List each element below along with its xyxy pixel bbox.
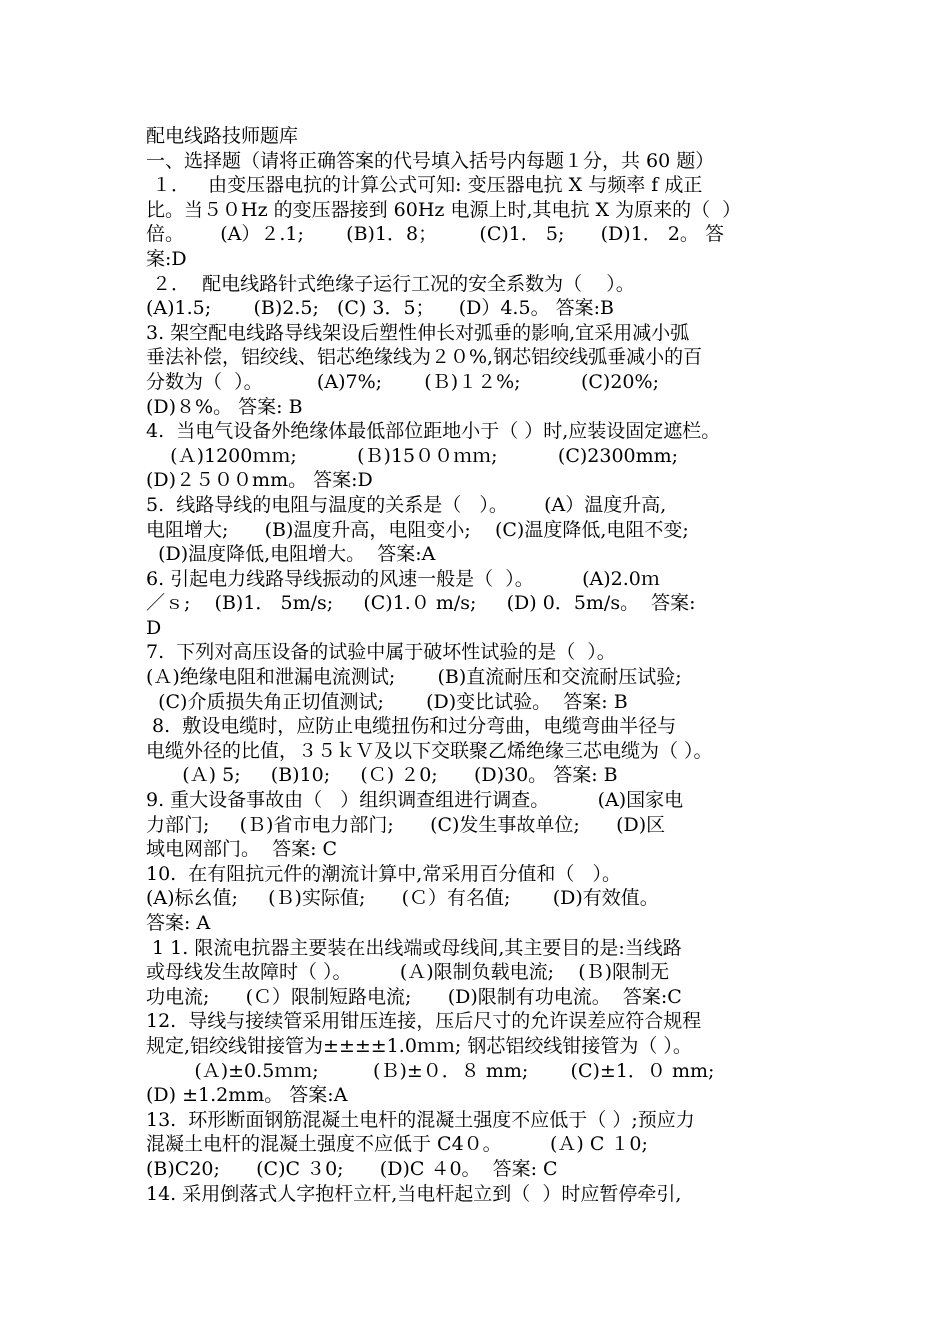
- question-text-line: 答案: A: [146, 912, 211, 934]
- question-item: [146, 1182, 814, 1207]
- question-text-line: 垂法补偿，铝绞线、铝芯绝缘线为２０%,钢芯铝绞线弧垂减小的百: [146, 346, 703, 369]
- question-item: [146, 272, 814, 321]
- question-item: [146, 788, 814, 862]
- question-text-line: 倍。 (A）２.1; (B)1．8； (C)1． 5; (D)1． 2。 答: [146, 223, 724, 246]
- question-text-line: (Ａ) 5; (B)10; (Ｃ) ２0; (D)30。 答案: B: [146, 764, 618, 787]
- question-text-line: 域电网部门。 答案: C: [146, 838, 338, 861]
- question-text-line: 或母线发生故障时（ ）。 (Ａ)限制负载电流; (Ｂ)限制无: [146, 961, 670, 984]
- question-item: [146, 936, 814, 1010]
- question-item: [146, 640, 814, 714]
- question-text-line: 8. 敷设电缆时，应防止电缆扭伤和过分弯曲，电缆弯曲半径与: [146, 715, 677, 738]
- question-text-line: (D)８%。 答案: B: [146, 395, 303, 418]
- question-text-line: (D) ±1.2mm。 答案:A: [146, 1084, 348, 1107]
- question-text-line: 电缆外径的比值，３５ｋＶ及以下交联聚乙烯绝缘三芯电缆为（ ）。: [146, 739, 713, 762]
- document-body: [146, 124, 814, 1206]
- question-text-line: ／ｓ; (B)1． 5m/s; (C)1.０ m/s; (D) 0．5m/s。 答案:: [146, 592, 696, 615]
- question-text-line: 9. 重大设备事故由（ ）组织调查组进行调查。 (A)国家电: [146, 789, 684, 812]
- question-text-line: 分数为（ ）。 (A)7%; (Ｂ)１２%; (C)20%;: [146, 370, 659, 393]
- question-item: [146, 321, 814, 419]
- question-text-line: (A)标幺值; (Ｂ)实际值; (Ｃ）有名值; (D)有效值。: [146, 887, 659, 910]
- question-text-line: 7. 下列对高压设备的试验中属于破坏性试验的是（ ）。: [146, 641, 616, 664]
- question-text-line: 6. 引起电力线路导线振动的风速一般是（ ）。 (A)2.0ｍ: [146, 567, 660, 590]
- question-text-line: (A)1.5; (B)2.5; (C) 3．5； (D）4.5。 答案:B: [146, 297, 614, 320]
- question-text-line: 5. 线路导线的电阻与温度的关系是（ ）。 (A）温度升高,: [146, 493, 667, 516]
- question-text-line: (Ａ)绝缘电阻和泄漏电流测试; (B)直流耐压和交流耐压试验;: [146, 666, 682, 689]
- question-item: [146, 173, 814, 271]
- question-text-line: 14. 采用倒落式人字抱杆立杆,当电杆起立到（ ）时应暂停牵引,: [146, 1182, 682, 1205]
- question-item: [146, 714, 814, 788]
- question-text-line: 力部门; (Ｂ)省市电力部门; (C)发生事故单位; (D)区: [146, 813, 666, 836]
- question-text-line: 4. 当电气设备外绝缘体最低部位距地小于（ ）时,应装设固定遮栏。: [146, 420, 721, 443]
- question-item: [146, 493, 814, 567]
- question-list: [146, 173, 814, 1206]
- document-title: 配电线路技师题库: [146, 125, 299, 147]
- question-text-line: (C)介质损失角正切值测试; (D)变比试验。 答案: B: [146, 690, 628, 713]
- question-item: [146, 1108, 814, 1182]
- question-text-line: 混凝土电杆的混凝土强度不应低于 C4０。 (Ａ) C １0;: [146, 1133, 648, 1156]
- question-text-line: 电阻增大; (B)温度升高，电阻变小; (C)温度降低,电阻不变;: [146, 518, 689, 541]
- question-text-line: 3. 架空配电线路导线架设后塑性伸长对弧垂的影响,宜采用减小弧: [146, 321, 690, 344]
- question-text-line: 10. 在有阻抗元件的潮流计算中,常采用百分值和（ ）。: [146, 862, 621, 885]
- question-text-line: (D)温度降低,电阻增大。 答案:A: [146, 543, 436, 566]
- question-text-line: (D)２５００mm。 答案:D: [146, 469, 373, 492]
- question-text-line: D: [146, 616, 162, 639]
- question-item: [146, 419, 814, 493]
- question-text-line: (B)C20; (C)C ３0; (D)C ４0。 答案: C: [146, 1157, 558, 1180]
- question-text-line: 13. 环形断面钢筋混凝土电杆的混凝土强度不应低于（ ）;预应力: [146, 1108, 695, 1131]
- question-text-line: 案:D: [146, 247, 187, 270]
- question-text-line: １． 由变压器电抗的计算公式可知: 变压器电抗 X 与频率 f 成正: [146, 174, 703, 197]
- question-text-line: (Ａ)±0.5ｍｍ; (Ｂ)±０．８ mm; (C)±1．０ mm;: [146, 1059, 715, 1082]
- question-item: [146, 1009, 814, 1107]
- question-item: [146, 567, 814, 641]
- question-text-line: 1 1. 限流电抗器主要装在出线端或母线间,其主要目的是:当线路: [146, 936, 682, 959]
- question-text-line: 功电流; (Ｃ）限制短路电流; (D)限制有功电流。 答案:C: [146, 985, 682, 1008]
- question-text-line: 12. 导线与接续管采用钳压连接，压后尺寸的允许误差应符合规程: [146, 1010, 702, 1033]
- question-text-line: 比。当５０Hz 的变压器接到 60Hz 电源上时,其电抗 X 为原来的（ ）: [146, 198, 742, 221]
- question-text-line: 规定,铝绞线钳接管为±±±±1.0ｍｍ; 钢芯铝绞线钳接管为（ ）。: [146, 1034, 692, 1057]
- question-text-line: ２． 配电线路针式绝缘子运行工况的安全系数为（ ）。: [146, 272, 635, 295]
- question-text-line: (Ａ)1200ｍｍ; (Ｂ)15００ｍｍ; (C)2300mm;: [146, 444, 679, 467]
- question-item: [146, 862, 814, 936]
- section-heading: 一、选择题（请将正确答案的代号填入括号内每题１分，共 60 题）: [146, 149, 715, 172]
